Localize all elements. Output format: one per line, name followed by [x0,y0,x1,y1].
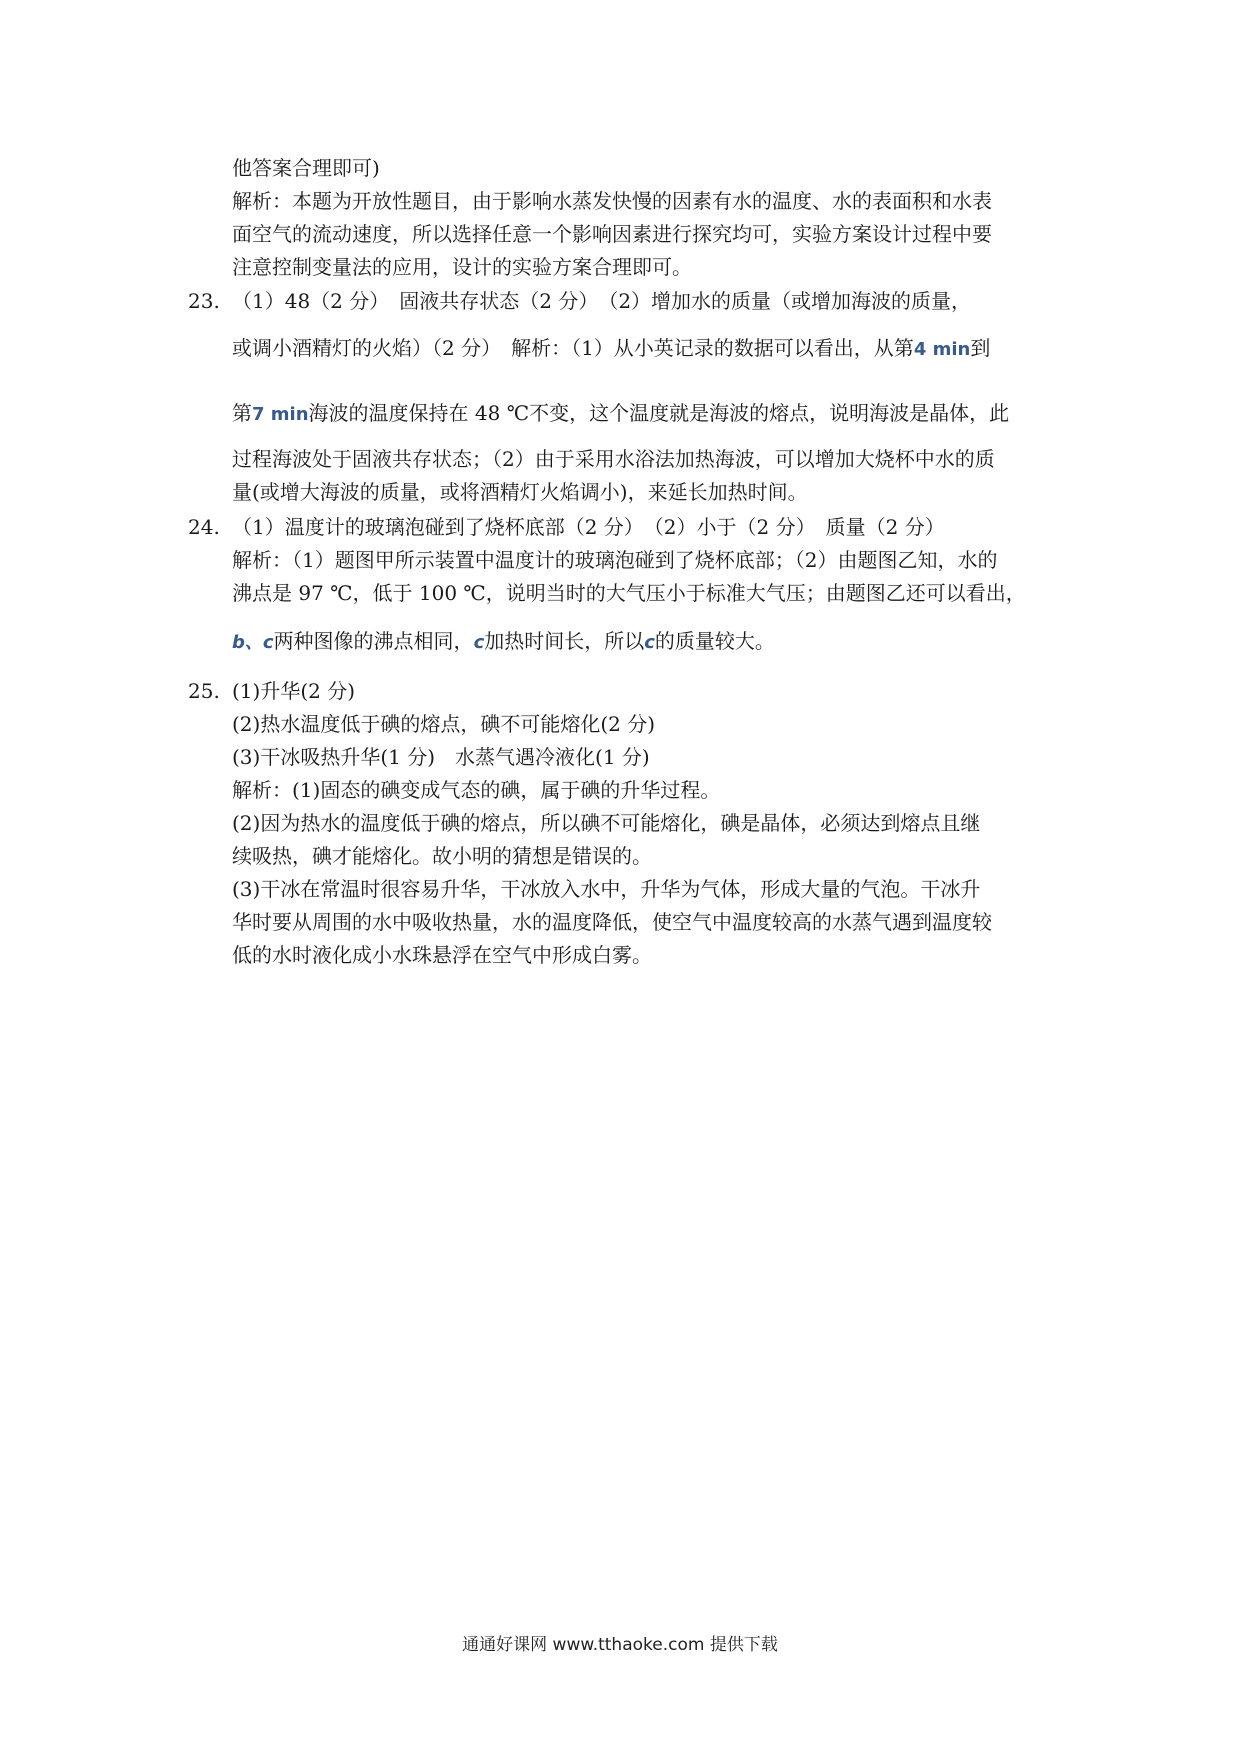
question-number: 23. [188,289,220,313]
highlight-text: 7 min [252,404,309,425]
highlight-text: 4 min [913,339,971,360]
answer-line: 续吸热，碘才能熔化。故小明的猜想是错误的。 [232,844,652,868]
answer-line: 解析：（1）题图甲所示装置中温度计的玻璃泡碰到了烧杯底部；（2）由题图乙知，水的 [232,548,998,572]
answer-line: (2)因为热水的温度低于碘的熔点，所以碘不可能熔化，碘是晶体，必须达到熔点且继 [232,811,981,835]
answer-text: 的质量较大。 [654,629,775,653]
question-number: 25. [188,679,220,703]
highlight-text: b、c [232,632,274,653]
intro-line: 注意控制变量法的应用，设计的实验方案合理即可。 [232,255,692,279]
answer-line [232,628,775,656]
answer-line: (3)干冰在常温时很容易升华，干冰放入水中，升华为气体，形成大量的气泡。干冰升 [232,877,981,901]
highlight-text: c [644,632,655,653]
intro-line: 面空气的流动速度，所以选择任意一个影响因素进行探究均可，实验方案设计过程中要 [232,222,992,246]
answer-text: 第 [232,401,252,425]
answer-text: 两种图像的沸点相同， [273,629,474,653]
answer-line: 过程海波处于固液共存状态；（2）由于采用水浴法加热海波，可以增加大烧杯中水的质 [232,447,995,471]
answer-text: 加热时间长，所以 [484,629,645,653]
highlight-text: c [473,632,485,653]
answer-text: 海波的温度保持在 48 ℃不变，这个温度就是海波的熔点，说明海波是晶体，此 [308,401,1010,425]
answer-text: 到 [970,336,991,360]
answer-line: （1）温度计的玻璃泡碰到了烧杯底部（2 分） （2）小于（2 分） 质量（2 分） [232,515,945,539]
answer-line [232,400,1009,428]
answer-line: (1)升华(2 分) [232,679,356,703]
page-footer: 通通好课网 www.tthaoke.com 提供下载 [462,1635,778,1655]
answer-text: 或调小酒精灯的火焰）（2 分） 解析：（1）从小英记录的数据可以看出，从第 [232,336,914,360]
question-number: 24. [188,515,220,539]
intro-line: 解析：本题为开放性题目，由于影响水蒸发快慢的因素有水的温度、水的表面积和水表 [232,189,992,213]
answer-line: 低的水时液化成小水珠悬浮在空气中形成白雾。 [232,943,652,967]
answer-line: (3)干冰吸热升华(1 分) 水蒸气遇冷液化(1 分) [232,745,650,769]
answer-line: 华时要从周围的水中吸收热量，水的温度降低，使空气中温度较高的水蒸气遇到温度较 [232,910,992,934]
answer-line: 沸点是 97 ℃，低于 100 ℃，说明当时的大气压小于标准大气压；由题图乙还可以看出， [232,581,1026,605]
answer-line: （1）48（2 分） 固液共存状态（2 分） （2）增加水的质量（或增加海波的质量， [232,289,972,313]
intro-line: 他答案合理即可) [232,156,380,180]
answer-line: 量(或增大海波的质量，或将酒精灯火焰调小)，来延长加热时间。 [232,480,808,504]
answer-line: 解析：(1)固态的碘变成气态的碘，属于碘的升华过程。 [232,778,721,802]
answer-line [232,335,990,363]
answer-line: (2)热水温度低于碘的熔点，碘不可能熔化(2 分) [232,712,656,736]
